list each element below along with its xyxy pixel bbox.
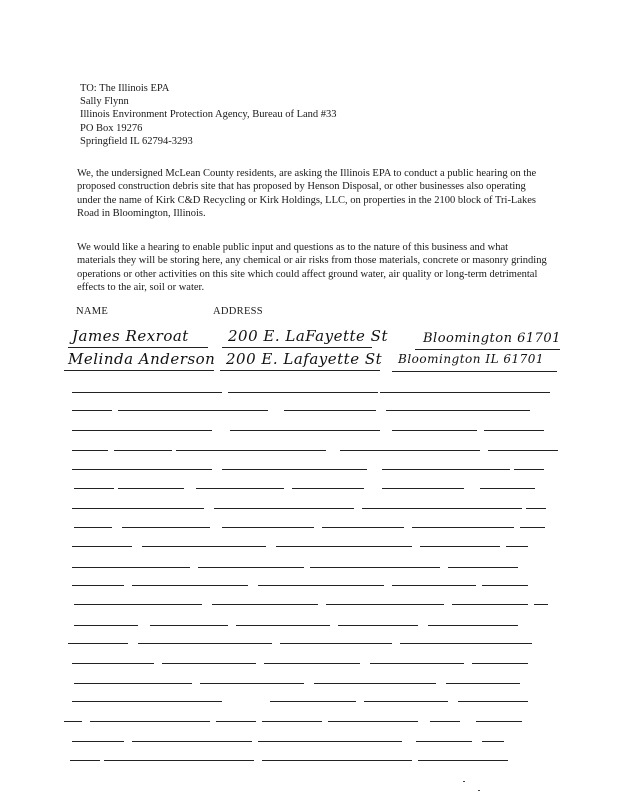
blank-signature-line <box>72 741 124 742</box>
recipient-name: Sally Flynn <box>80 96 129 108</box>
signature-city-1: Bloomington 61701 <box>423 331 561 346</box>
blank-signature-line <box>420 546 500 547</box>
blank-signature-line <box>74 625 138 626</box>
blank-signature-line <box>526 508 546 509</box>
blank-signature-line <box>488 450 558 451</box>
signature-underline <box>64 370 214 371</box>
blank-signature-line <box>482 585 528 586</box>
blank-signature-line <box>412 527 514 528</box>
petition-paragraph-2: We would like a hearing to enable public input and questions as to the nature of this business and what materials they will be storing here, any chemical or air risks from those materials, concrete or masonry grinding operations or other activities on this site which could affect ground water, air quality or long-term detrimental effects to the air, soil or water. <box>77 242 547 294</box>
blank-signature-line <box>264 663 360 664</box>
blank-signature-line <box>132 741 252 742</box>
blank-signature-line <box>446 683 520 684</box>
blank-signature-line <box>262 760 412 761</box>
blank-signature-line <box>328 721 418 722</box>
recipient-to-line: TO: The Illinois EPA <box>80 83 170 94</box>
blank-signature-line <box>176 450 326 451</box>
blank-signature-line <box>196 488 284 489</box>
recipient-agency: Illinois Environment Protection Agency, Bureau of Land #33 <box>80 109 337 121</box>
blank-signature-line <box>284 410 376 411</box>
blank-signature-line <box>506 546 528 547</box>
signature-name-2: Melinda Anderson <box>68 350 216 368</box>
blank-signature-line <box>74 488 114 489</box>
blank-signature-line <box>452 604 528 605</box>
blank-signature-line <box>74 527 112 528</box>
blank-signature-line <box>70 760 100 761</box>
blank-signature-line <box>114 450 172 451</box>
blank-signature-line <box>216 721 256 722</box>
blank-signature-line <box>416 741 472 742</box>
signature-underline <box>68 347 208 348</box>
blank-signature-line <box>480 488 535 489</box>
blank-signature-line <box>228 392 378 393</box>
blank-signature-line <box>472 663 528 664</box>
blank-signature-line <box>428 625 518 626</box>
blank-signature-line <box>64 721 82 722</box>
blank-signature-line <box>382 488 464 489</box>
scan-speck <box>463 781 465 782</box>
blank-signature-line <box>212 604 318 605</box>
recipient-po-box: PO Box 19276 <box>80 122 143 134</box>
blank-signature-line <box>534 604 548 605</box>
blank-signature-line <box>142 546 266 547</box>
blank-signature-line <box>310 567 440 568</box>
blank-signature-line <box>118 488 184 489</box>
blank-signature-line <box>72 663 154 664</box>
blank-signature-line <box>214 508 354 509</box>
signature-underline <box>222 347 372 348</box>
blank-signature-line <box>370 663 464 664</box>
blank-signature-line <box>322 527 404 528</box>
blank-signature-line <box>484 430 544 431</box>
signature-street-1: 200 E. LaFayette St <box>228 327 388 345</box>
blank-signature-line <box>74 604 202 605</box>
blank-signature-line <box>386 410 481 411</box>
signature-street-2: 200 E. Lafayette St <box>226 350 383 368</box>
signature-underline <box>415 349 560 350</box>
blank-signature-line <box>198 567 304 568</box>
blank-signature-line <box>118 410 268 411</box>
blank-signature-line <box>340 450 480 451</box>
blank-signature-line <box>380 392 550 393</box>
blank-signature-line <box>270 701 356 702</box>
blank-signature-line <box>236 625 330 626</box>
blank-signature-line <box>520 527 545 528</box>
blank-signature-line <box>262 721 322 722</box>
blank-signature-line <box>72 469 212 470</box>
blank-signature-line <box>514 469 544 470</box>
blank-signature-line <box>418 760 508 761</box>
blank-signature-line <box>222 469 367 470</box>
blank-signature-line <box>470 410 530 411</box>
blank-signature-line <box>430 721 460 722</box>
blank-signature-line <box>476 721 522 722</box>
blank-signature-line <box>258 741 402 742</box>
blank-signature-line <box>382 469 510 470</box>
blank-signature-line <box>292 488 364 489</box>
blank-signature-line <box>200 683 304 684</box>
blank-signature-line <box>72 701 222 702</box>
petition-paragraph-1: We, the undersigned McLean County residents, are asking the Illinois EPA to conduct a public hearing on the proposed construction debris site that has proposed by Henson Disposal, or other businesses also operating under the name of Kirk C&D Recycling or Kirk Holdings, LLC, on properties in the 2100 block of Tri-Lakes Road in Bloomington, Illinois. <box>77 168 537 220</box>
blank-signature-line <box>448 567 518 568</box>
blank-signature-line <box>326 604 444 605</box>
blank-signature-line <box>68 643 128 644</box>
blank-signature-line <box>314 683 436 684</box>
blank-signature-line <box>72 410 112 411</box>
blank-signature-line <box>400 643 532 644</box>
scan-speck <box>478 790 480 791</box>
blank-signature-line <box>364 701 448 702</box>
blank-signature-line <box>280 643 392 644</box>
blank-signature-line <box>72 508 204 509</box>
blank-signature-line <box>72 585 124 586</box>
blank-signature-line <box>132 585 248 586</box>
address-column-header: ADDRESS <box>213 306 263 317</box>
blank-signature-line <box>338 625 418 626</box>
recipient-city: Springfield IL 62794-3293 <box>80 135 193 147</box>
signature-city-2: Bloomington IL 61701 <box>398 352 545 366</box>
blank-signature-line <box>482 741 504 742</box>
blank-signature-line <box>230 430 380 431</box>
blank-signature-line <box>458 701 528 702</box>
blank-signature-line <box>90 721 210 722</box>
blank-signature-line <box>258 585 384 586</box>
blank-signature-line <box>74 683 192 684</box>
blank-signature-line <box>162 663 256 664</box>
blank-signature-line <box>150 625 228 626</box>
blank-signature-line <box>392 585 476 586</box>
blank-signature-line <box>392 430 477 431</box>
name-column-header: NAME <box>76 306 109 317</box>
blank-signature-line <box>362 508 522 509</box>
recipient-address-block <box>80 82 337 148</box>
blank-signature-line <box>122 527 210 528</box>
signature-underline <box>220 370 380 371</box>
blank-signature-line <box>104 760 254 761</box>
blank-signature-line <box>138 643 272 644</box>
signature-name-1: James Rexroat <box>72 327 189 345</box>
blank-signature-line <box>72 392 222 393</box>
blank-signature-line <box>72 450 108 451</box>
blank-signature-line <box>72 430 212 431</box>
signature-underline <box>392 371 557 372</box>
blank-signature-line <box>72 546 132 547</box>
blank-signature-line <box>72 567 190 568</box>
blank-signature-line <box>222 527 314 528</box>
blank-signature-line <box>276 546 412 547</box>
